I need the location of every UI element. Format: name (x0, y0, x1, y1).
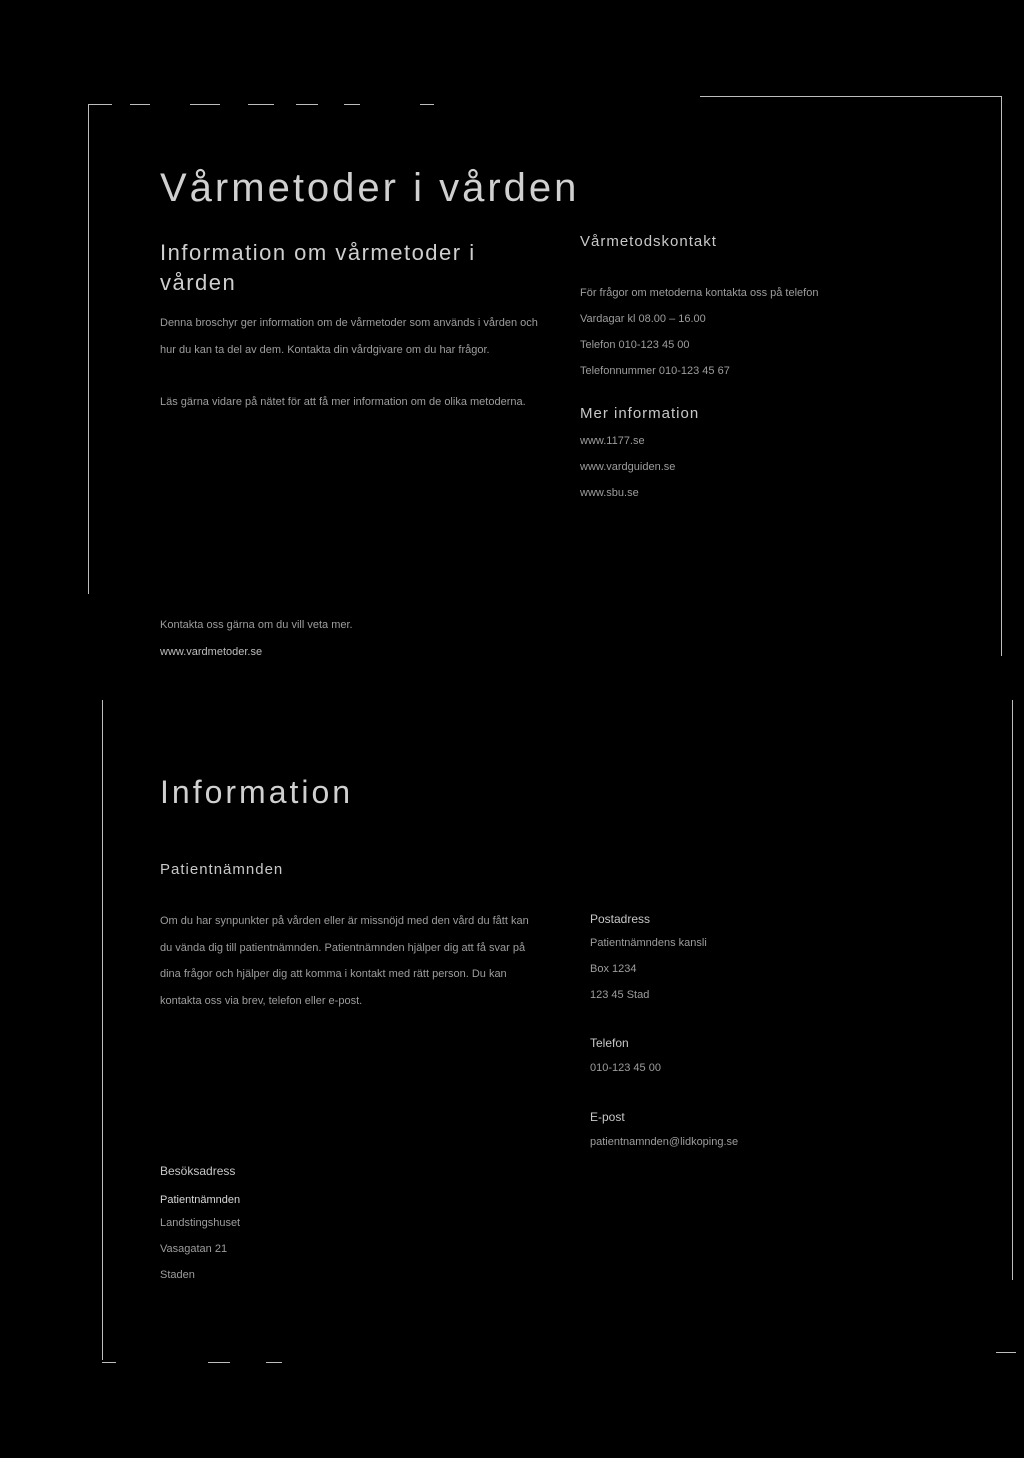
frame-top-left-dash (88, 104, 112, 105)
postal-lines (590, 930, 707, 1008)
patient-board-paragraph: Om du har synpunkter på vården eller är missnöjd med den vård du fått kan du vända dig till patientnämnden. Patientnämnden hjälper dig att få svar på dina frågor och hjälper dig att komma i kontakt med rätt person. Du kan kontakta oss via brev, telefon eller e-post. (160, 915, 529, 1007)
more-info-heading: Mer information (580, 405, 700, 422)
frame-top-dash (296, 104, 318, 105)
contact-block (160, 612, 540, 665)
postal-line: Patientnämndens kansli (590, 937, 707, 949)
postal-line: Box 1234 (590, 963, 637, 975)
frame-right (1001, 96, 1002, 656)
patient-board-heading: Patientnämnden (160, 861, 284, 878)
visit-line: Landstingshuset (160, 1217, 241, 1229)
visit-name: Patientnämnden (160, 1194, 241, 1206)
right-contact-list (580, 280, 960, 384)
frame-left-lower (102, 700, 103, 1360)
patient-board-text (160, 908, 530, 1014)
intro-paragraph-1: Denna broschyr ger information om de vårmetoder som används i vården och hur du kan ta del av dem. Kontakta din vårdgivare om du har frågor. (160, 317, 538, 356)
frame-top-dash (190, 104, 220, 105)
frame-bottom-dash (102, 1362, 116, 1363)
frame-top-dash (130, 104, 150, 105)
phone-heading: Telefon (590, 1036, 629, 1050)
visit-line: Vasagatan 21 (160, 1243, 228, 1255)
frame-top-dash (248, 104, 274, 105)
frame-bottom-dash (266, 1362, 282, 1363)
more-info-links (580, 428, 940, 506)
email-heading: E-post (590, 1110, 625, 1124)
postal-heading: Postadress (590, 912, 651, 926)
right-contact-line: För frågor om metoderna kontakta oss på telefon (580, 287, 819, 299)
frame-left (88, 104, 89, 594)
more-info-link[interactable]: www.1177.se (580, 435, 645, 447)
frame-top-dash (344, 104, 360, 105)
frame-right-lower (1012, 700, 1013, 1280)
right-heading: Vårmetodskontakt (580, 233, 717, 250)
phone-value[interactable]: 010-123 45 00 (590, 1062, 661, 1074)
contact-link[interactable]: www.vardmetoder.se (160, 645, 263, 658)
visit-line: Staden (160, 1269, 195, 1281)
right-contact-line: Telefon 010-123 45 00 (580, 339, 690, 351)
frame-top-dash (420, 104, 434, 105)
email-value[interactable]: patientnamnden@lidkoping.se (590, 1136, 739, 1148)
intro-heading: Information om vårmetoder i vården (160, 240, 476, 295)
frame-bottom-right-dash (996, 1352, 1016, 1353)
visit-lines (160, 1210, 240, 1288)
postal-line: 123 45 Stad (590, 989, 650, 1001)
frame-top-right (700, 96, 1002, 97)
more-info-link[interactable]: www.sbu.se (580, 487, 639, 499)
visit-heading: Besöksadress (160, 1164, 236, 1178)
section2-title: Information (160, 774, 354, 810)
frame-bottom-dash (208, 1362, 230, 1363)
right-contact-line: Telefonnummer 010-123 45 67 (580, 365, 730, 377)
contact-text: Kontakta oss gärna om du vill veta mer. (160, 619, 353, 631)
intro-text (160, 310, 540, 416)
right-contact-line: Vardagar kl 08.00 – 16.00 (580, 313, 706, 325)
intro-paragraph-2: Läs gärna vidare på nätet för att få mer information om de olika metoderna. (160, 396, 526, 408)
page-title: Vårmetoder i vården (160, 166, 580, 210)
more-info-link[interactable]: www.vardguiden.se (580, 461, 676, 473)
